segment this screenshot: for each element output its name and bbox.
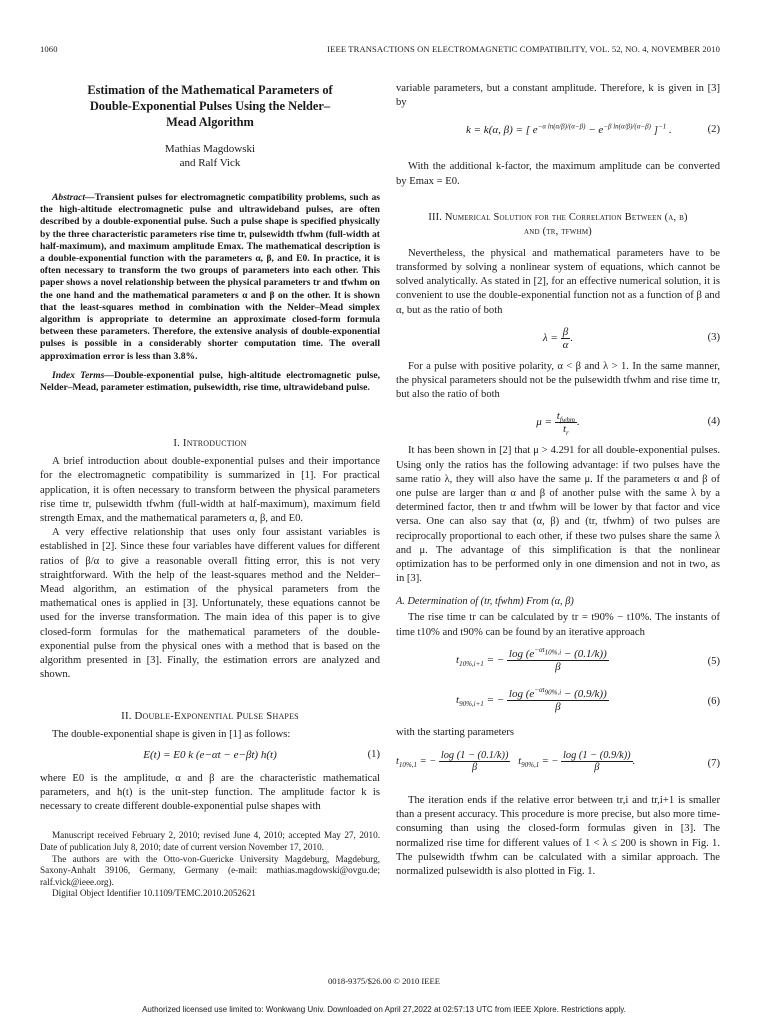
equation-6 [396,684,720,724]
section-2-heading: II. Double-Exponential Pulse Shapes [121,709,299,722]
equation-7-body: $t_{10\%,1}$ = − $\frac{\log (1 - (0.1/k))}{\beta}$ $t_{90\%,1}$ = − $\frac{\log (1 - (0.9/k))}{\beta}$ . [396,750,636,774]
polarity-paragraph: For a pulse with positive polarity, α < β and λ > 1. In the same manner, the physical parameters should not be the pulsewidth tfwhm and rise time tr, but also the ratio of both [396,360,720,401]
equation-1 [40,742,380,772]
footnote-doi: Digital Object Identifier 10.1109/TEMC.2010.2052621 [52,888,256,899]
equation-3-number: (3) [707,331,720,343]
equation-1-body: E(t) = E0 k (e−αt − e−βt) h(t) [143,748,277,761]
emax-paragraph: With the additional k-factor, the maximum amplitude can be converted by Emax = E0. [396,161,720,187]
equation-7-number: (7) [707,758,720,770]
issn-footer: 0018-9375/$26.00 © 2010 IEEE [327,976,441,986]
footnote-affiliation: The authors are with the Otto-von-Guericke University Magdeburg, Magdeburg, Saxony-Anhalt 39106, Germany, Germany (e-mail: mathias.magdowski@ovgu.de; ralf.vick@ieee.org). [40,853,380,887]
footnote-received: Manuscript received February 2, 2010; revised June 4, 2010; accepted May 27, 2010. Date of publication July 8, 2010; date of current version November 17, 2010. [40,830,380,852]
section-1-heading: I. Introduction [173,437,247,450]
equation-6-body: $t_{90\%,i+1}$ = − $\frac{\log (e^{-\alpha t_{90\%,i}} - (0.9/k))}{\beta}$ [456,686,607,713]
license-footer: Authorized licensed use limited to: Wonkwang Univ. Downloaded on April 27,2022 at 02:57:13 UTC from IEEE Xplore. Restrictions apply. [142,1005,626,1014]
equation-2-body: k = k(α, β) = [ $e^{-\alpha ln(\alpha/\beta)/(\alpha-\beta)} - e^{-\beta ln(\alpha/\beta)/(\alpha-\beta)}$ ]$^{-1}$ . [466,122,672,137]
author-2: and Ralf Vick [179,157,241,169]
rise-time-paragraph: The rise time tr can be calculated by tr = t90% − t10%. The instants of time t10% and t90% can be found by an iterative approach [396,612,720,638]
left-column [40,82,380,900]
section-3-heading-line-2: and (tr, tfwhm) [524,225,592,237]
equation-5-number: (5) [707,655,720,667]
journal-header: IEEE TRANSACTIONS ON ELECTROMAGNETIC COMPATIBILITY, VOL. 52, NO. 4, NOVEMBER 2010 [327,44,720,54]
paper-title: Estimation of the Mathematical Parameters of Double-Exponential Pulses Using the Nelder–Mead Algorithm [87,83,333,129]
intro-paragraph-2: A very effective relationship that uses only four assistant variables is established in [2]. Since these four variables have different values for different ratios of β/α to give a reasonable overall fitting error, this is not very straightforward. With the help of the least-squares method and the Nelder–Mead algorithm, an estimation of the physical parameters from the mathematical ones is applied in [3]. Unfortunately, these equations cannot be used for the inverse transformation. The main idea of this paper is to give closed-form formulas for the mathematical parameters of the double-exponential pulse from the physical ones with a method that is based on the algorithm presented in [3]. Finally, the estimation errors are analyzed and shown. [40,527,380,681]
abstract-lead: Abstract— [52,192,95,203]
abstract-text: Transient pulses for electromagnetic compatibility problems, such as the high-altitude electromagnetic pulse and ultrawideband pulses, are often described by a double-exponential pulse. Such a pulse shape is specified physically by the three characteristic parameters rise time tr, pulsewidth tfwhm (full-width at half-maximum), and maximum amplitude Emax. The mathematical description is a double-exponential function with the parameters α, β, and E0. In practice, it is often necessary to transform the two groups of parameters into each other. This paper shows a novel relationship between the physical parameters tr and tfwhm on the one hand and the mathematical parameters α and β on the other. It is shown that the least-squares method in combination with the Nelder–Mead simplex algorithm is appropriate to determine an approximate closed-form formula between these parameters. Therefore, the extensive analysis of double-exponential pulses is possible in a considerably shorter computation time. The overall approximation error is less than 3.8%. [40,192,380,362]
equation-5 [396,644,720,684]
abstract [40,192,380,363]
equation-2-number: (2) [707,124,720,136]
index-terms-lead: Index Terms— [52,369,114,381]
equation-7 [396,744,720,788]
starting-parameters-paragraph: with the starting parameters [396,726,514,738]
equation-4-number: (4) [707,416,720,428]
equation-3-body: λ = $\frac{\beta}{\alpha}$ . [542,325,574,351]
equation-3 [396,318,720,360]
equation-2 [396,114,720,154]
subsection-a-heading: A. Determination of (tr, tfwhm) From (α, β) [396,596,574,608]
equation-4-body: μ = $\frac{t_{fwhm}}{t_r}$ . [536,410,580,438]
ratio-advantage-paragraph: It has been shown in [2] that μ > 4.291 for all double-exponential pulses. Using only the ratios has the following advantage: if two pulses have the same ratio λ, they will also have the same μ. If the parameters α and β of one pulse are larger than α and β of another pulse with the same λ by a determined factor, then tr and tfwhm will be lower by that factor and vice versa. One can also say that (α, β) and (tr, tfwhm) of two pulses are reciprocally proportional to each other, if these two pulses share the same λ and μ. The advantage of this simplification is that the nonlinear optimization has to be performed only in one dimension and not in two, as in [3]. [396,445,720,585]
index-terms [40,370,380,394]
index-terms-text: Double-exponential pulse, high-altitude electromagnetic pulse, Nelder–Mead, parameter estimation, pulsewidth, rise time, ultrawideband pulse. [40,369,380,394]
equation-6-number: (6) [707,695,720,707]
amplitude-paragraph: where E0 is the amplitude, α and β are the characteristic mathematical parameters, and h(t) is the unit-step function. The amplitude factor k is necessary to create different double-exponential pulse shapes with [40,772,380,813]
equation-1-number: (1) [367,748,380,760]
shape-paragraph: The double-exponential shape is given in [1] as follows: [52,728,291,740]
footnote [40,830,380,900]
equation-4 [396,402,720,444]
author-1: Mathias Magdowski [164,143,256,155]
section-3-heading [396,211,720,239]
page-number: 1060 [40,44,58,54]
intro-paragraph-1: A brief introduction about double-exponential pulses and their importance for the electromagnetic compatibility is summarized in [1]. For practical application, it is often necessary to transform between the physical parameters rise time tr, pulsewidth tfwhm (full-width at half-maximum), maximum field strength Emax, and the mathematical parameters α, β, and E0. [40,456,380,525]
section-3-heading-line-1: III. Numerical Solution for the Correlation Between (α, β) [428,211,688,223]
k-intro-paragraph: variable parameters, but a constant amplitude. Therefore, k is given in [3] by [396,83,720,109]
right-column [396,82,720,879]
equation-5-body: $t_{10\%,i+1}$ = − $\frac{\log (e^{-\alpha t_{10\%,i}} - (0.1/k))}{\beta}$ [456,646,607,673]
iteration-paragraph: The iteration ends if the relative error between tr,i and tr,i+1 is smaller than a present accuracy. This procedure is more precise, but also more time-consuming than using the closed-form formulas given in [3]. The normalized rise time for different values of 1 < λ ≤ 200 is shown in Fig. 1. The pulsewidth tfwhm can be calculated with a similar approach. The normalized pulsewidth is also plotted in Fig. 1. [396,795,720,878]
numerical-paragraph: Nevertheless, the physical and mathematical parameters have to be transformed by solving a nonlinear system of equations, which cannot be solved analytically. As stated in [2], for an effective numerical solution, it is convenient to use the double-exponential function not as a function of β and α, but as the ratio of both [396,247,720,316]
